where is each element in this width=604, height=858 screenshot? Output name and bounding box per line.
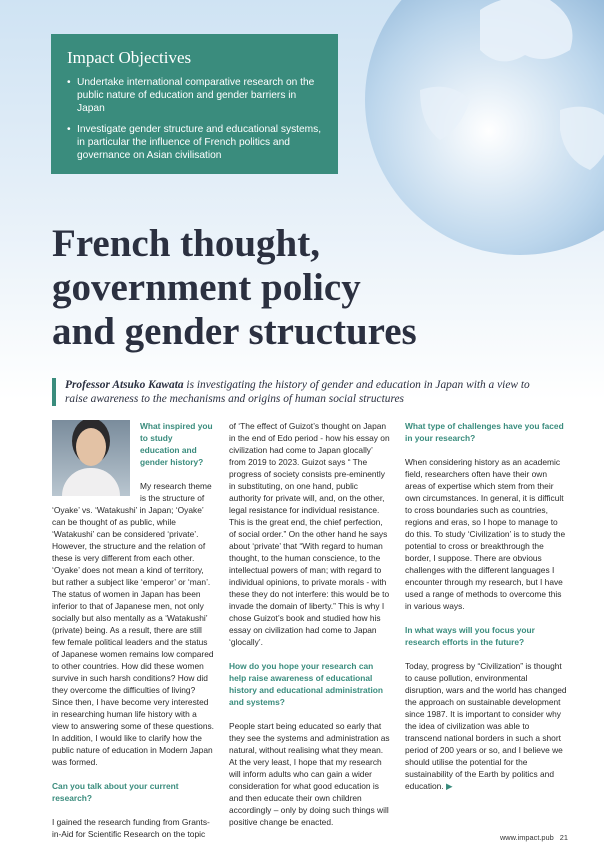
column-3 [405,420,567,804]
answer-paragraph: People start being educated so early that they see the systems and administration as natural, without realising what they mean. At the very least, I hope that my research will inform adults who can gain a wider consideration for what good education is and then educate their own children accordingly – only by doing such things will positive change be enacted. [229,721,390,827]
impact-objectives-list [67,76,322,162]
standfirst [52,378,552,406]
answer-paragraph: My research theme is the structure of ‘Oyake’ vs. ‘Watakushi’ in Japan; ‘Oyake’ can be thought of as public, while ‘Watakushi’ can be considered ‘private’. However, the structure and the relation of these is very different from each other. ‘Oyake’ does not mean a kind of territory, but rather a subject like ‘emperor’ or ‘man’. The status of women in Japan has been inferior to that of Japanese men, not only socially but also mentally as a ‘Watakushi’ (private) being. As a result, there are still few female political leaders and the status of Japanese women remains low compared to other countries. How did these women survive in such harsh conditions? How did they overcome the difficulties of living? Since then, I have become very interested in researching human life history with a view to answering some of these questions. In addition, I would like to clarify how the public nature of education in Modern Japan was formed. [52,481,215,767]
impact-objectives-heading: Impact Objectives [67,48,192,67]
title-line: government policy [52,266,361,309]
impact-objective-item: • Investigate gender structure and educational systems, in particular the influence of French politics and governance on Asian civilisation [67,123,322,162]
question-heading: Can you talk about your current research? [52,781,179,803]
globe-illustration [360,0,604,260]
column-2 [229,420,391,840]
page-footer [494,833,568,842]
question-heading: How do you hope your research can help raise awareness of educational history and educational administration and systems? [229,661,384,707]
impact-objective-item: • Undertake international comparative research on the public nature of education and gender barriers in Japan [67,76,322,115]
article-title [52,222,572,354]
page-number: 21 [559,833,568,842]
impact-objectives-box [51,34,338,174]
answer-paragraph: of ‘The effect of Guizot’s thought on Japan in the end of Edo period - how his essay on civilization had come to Japan glocally’ from 2019 to 2023. Guizot says “ The progress of society consists pre-eminently in substituting, on one hand, public authority for private will, and, on the other, legal resistance for individual resistance. This is the great end, the chief perfection, of social order.” On the other hand he says about ‘private’ that “With regard to human thought, to the human conscience, to the intellectual powers of man; with regard to individual opinions, to private morals - with these they do not interfere: this would be to invade the domain of liberty.” This is why I chose Guizot’s book and studied how his essay on civilization had come to Japan ‘glocally’. [229,421,390,647]
title-line: and gender structures [52,310,417,353]
title-line: French thought, [52,222,320,265]
answer-paragraph [405,660,567,792]
answer-paragraph: I gained the research funding from Grants-in-Aid for Scientific Research on the topic [52,817,210,839]
standfirst-text: is investigating the history of gender and education in Japan with a view to raise awareness to the mechanisms and origins of human social structures [65,379,530,405]
answer-paragraph: When considering history as an academic field, researchers often have their own areas of expertise which stem from their own circumstances. In general, it is difficult to cross boundaries such as countries, regions and eras, so I hope to manage to do this. To study ‘Civilization’ is to study the potential to cross or breakthrough the border, I suppose. There are obvious challenges with the different languages I encounter through my research, but I have used a range of methods to overcome this in various ways. [405,457,566,611]
continue-arrow-icon: ▶ [445,781,453,791]
answer-text: Today, progress by “Civilization” is thought to cause pollution, environmental disruption, wars and the world has changed the approach on sustainable development since 1987. It is important to consider why the idea of civilization was able to transcend national borders in such a short period of 200 years or so, and I believe we should utilise the potential for the sustainability of the Earth by politics and education. [405,661,567,791]
author-name: Professor Atsuko Kawata [65,379,184,391]
question-heading: What inspired you to study education and gender history? [140,421,213,467]
question-heading: What type of challenges have you faced in your research? [405,421,564,443]
author-photo [52,420,130,496]
question-heading: In what ways will you focus your research efforts in the future? [405,625,535,647]
footer-url: www.impact.pub [499,833,554,842]
column-1 [52,420,214,852]
